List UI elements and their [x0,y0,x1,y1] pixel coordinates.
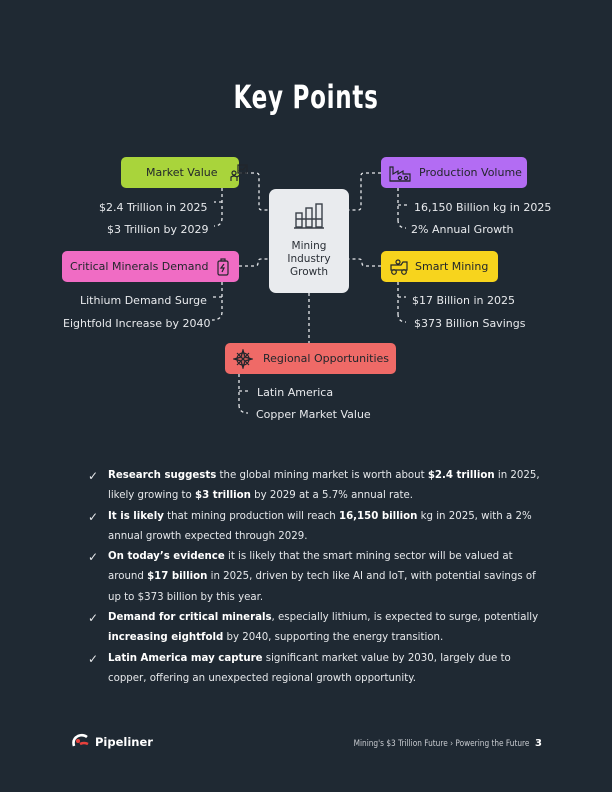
bold-text: Demand for critical minerals [108,612,272,624]
bold-text: $2.4 trillion [427,470,495,481]
bold-text: Research suggests [108,470,217,481]
connector-smart-mining [349,259,381,266]
body-text: significant market value by 2030, largely due to copper, offering an unexpected regional growth opportunity. [108,652,511,684]
production-volume-item-2: 2% Annual Growth [411,223,514,236]
body-text: that mining production will reach [163,510,339,522]
key-points-list [88,466,550,689]
node-regional-opportunities [225,343,396,374]
connector-smart-items [398,282,406,322]
bold-text: $17 billion [147,571,208,583]
growth-chart-icon [230,164,248,182]
connector-regional-items [239,374,250,413]
production-volume-item-1: 16,150 Billion kg in 2025 [414,201,552,214]
body-text: the global mining market is worth about [216,470,428,481]
node-label: Critical Minerals Demand [70,260,209,273]
battery-icon [216,258,230,276]
node-label: Regional Opportunities [263,352,390,365]
node-smart-mining [381,251,498,282]
compass-icon [233,349,253,369]
bold-text: On today’s evidence [108,551,225,563]
smart-mining-item-1: $17 Billion in 2025 [412,294,515,307]
page-number: 3 [535,738,542,749]
critical-minerals-item-2: Eightfold Increase by 2040 [63,317,211,330]
bold-text: Latin America may capture [108,652,263,664]
node-label: Production Volume [419,166,522,179]
checkmark-icon: ✓ [88,469,99,483]
mining-truck-icon [389,258,409,276]
body-text: , especially lithium, is expected to surge, potentially [271,612,539,624]
key-point-item [88,507,550,548]
regional-item-2: Copper Market Value [256,408,371,421]
body-text: in 2025, driven by tech like AI and IoT, with potential savings of up to $373 billion by this year. [108,571,536,603]
market-value-item-1: $2.4 Trillion in 2025 [99,201,208,214]
page-title: Key Points [233,78,379,116]
connector-market-items [214,188,222,226]
checkmark-icon: ✓ [88,611,99,626]
connector-production-volume [349,173,381,210]
connector-production-items [398,188,408,228]
regional-item-1: Latin America [257,386,334,399]
key-point-item [88,466,550,507]
node-critical-minerals [62,251,239,282]
body-text: in 2025, likely growing to [108,470,540,502]
key-point-item [88,547,550,608]
footer-right [315,738,542,749]
center-label: Mining Industry Growth [287,240,331,278]
node-label: Smart Mining [415,260,489,273]
body-text: by 2029 at a 5.7% annual rate. [250,490,413,502]
bar-chart-icon [294,203,324,233]
node-production-volume [381,157,527,188]
checkmark-icon: ✓ [88,550,99,565]
body-text: by 2040, supporting the energy transition. [223,632,444,644]
center-node [269,189,349,293]
bold-text: It is likely [108,510,164,522]
connector-critical-minerals [239,259,269,266]
bold-text: increasing eightfold [108,632,224,644]
node-market-value [121,157,239,188]
key-point-item [88,649,550,690]
market-value-item-2: $3 Trillion by 2029 [107,223,209,236]
body-text: kg in 2025, with a 2% annual growth expected through 2029. [108,510,532,542]
body-text: it is likely that the smart mining sector will be valued at around [108,551,513,583]
pipeliner-logo-icon [71,732,91,752]
bold-text: $3 trillion [195,490,251,502]
footer-text: Mining's $3 Trillion Future › Powering the Future [353,738,530,749]
footer-logo [71,732,153,752]
factory-icon [389,164,411,182]
checkmark-icon: ✓ [88,509,99,524]
smart-mining-item-2: $373 Billion Savings [414,317,526,330]
logo-text: Pipeliner [95,735,153,749]
node-label: Market Value [146,166,218,179]
key-point-item [88,608,550,649]
critical-minerals-item-1: Lithium Demand Surge [80,294,207,307]
connector-critical-items [212,282,222,320]
bold-text: 16,150 billion [339,510,418,522]
checkmark-icon: ✓ [88,651,99,666]
